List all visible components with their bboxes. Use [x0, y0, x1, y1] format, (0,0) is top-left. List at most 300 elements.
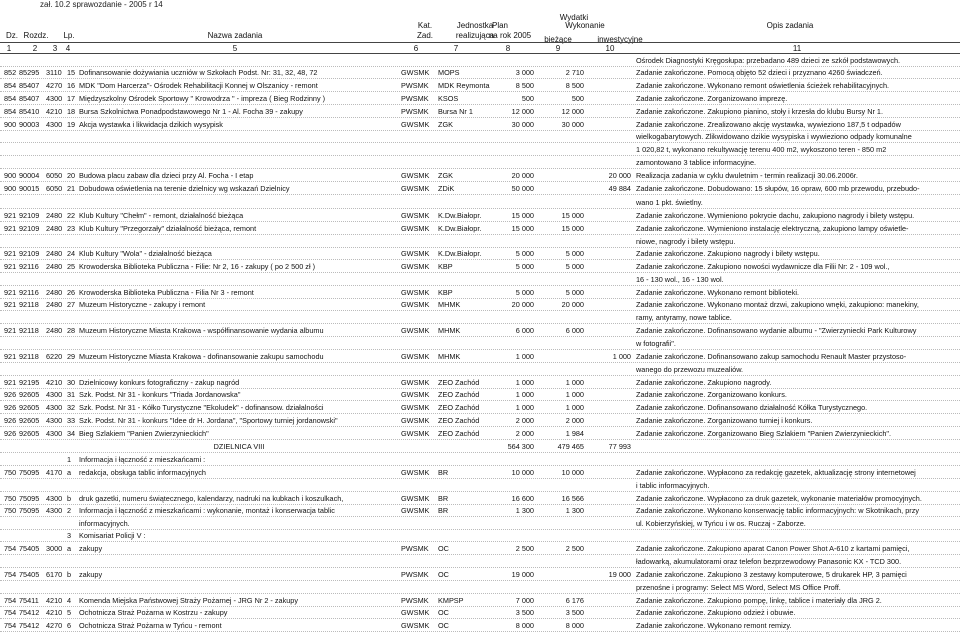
- cell-kat: 4270: [46, 621, 63, 630]
- cell-opis: wielkogabarytowych. Zlikwidowano dzikie wysypiska i wywieziono odpady komunalne: [636, 132, 912, 141]
- cell-nazwa: Szk. Podst. Nr 31 - konkurs "Triada Jordanowska": [79, 390, 241, 399]
- cell-rozdz: 92109: [19, 249, 40, 258]
- cell-kat: 2480: [46, 262, 63, 271]
- cell-jedn: BR: [438, 506, 449, 515]
- cell-dz: 754: [4, 596, 17, 605]
- cell-kat: 2480: [46, 224, 63, 233]
- cell-nazwa: Muzeum Historyczne Miasta Krakowa - dofinansowanie zakupu samochodu: [79, 352, 324, 361]
- cell-opis: zamontowano 3 tablice informacyjne.: [636, 158, 757, 167]
- cell-zad: PWSMK: [401, 94, 429, 103]
- cell-dz: 750: [4, 506, 17, 515]
- cell-jedn: BR: [438, 494, 449, 503]
- cell-plan: 5 000: [515, 249, 534, 258]
- cell-biez: 10 000: [561, 468, 584, 477]
- cell-plan: 10 000: [511, 468, 534, 477]
- cell-dz: 921: [4, 288, 17, 297]
- cell-kat: 4170: [46, 468, 63, 477]
- cell-biez: 5 000: [565, 288, 584, 297]
- cell-zad: GWSMK: [401, 224, 430, 233]
- cell-nazwa: Klub Kultury "Chełm" - remont, działalność bieżąca: [79, 211, 244, 220]
- cell-biez: 15 000: [561, 211, 584, 220]
- cell-lp: 28: [67, 326, 76, 335]
- cell-lp: 34: [67, 429, 76, 438]
- cell-dz: 754: [4, 608, 17, 617]
- cell-jedn: OC: [438, 544, 449, 553]
- cell-opis: Zadanie zakończone. Wykonano remont remizy.: [636, 621, 792, 630]
- cell-opis: Zadanie zakończone. Zakupiono nowości wydawnicze dla Filii Nr: 2 - 109 wol.,: [636, 262, 890, 271]
- header-nazwa: Nazwa zadania: [207, 31, 263, 40]
- cell-biez: 12 000: [561, 107, 584, 116]
- cell-opis: wano 1 pkt. świetlny.: [636, 198, 703, 207]
- cell-opis: Zadanie zakończone. Zorganizowano Bieg Szlakiem "Panien Zwierzynieckich".: [636, 429, 892, 438]
- cell-kat: 6050: [46, 184, 63, 193]
- cell-jedn: ZEO Zachód: [438, 429, 480, 438]
- cell-opis: 16 - 130 wol., 16 - 130 wol.: [636, 275, 724, 284]
- cell-nazwa: Międzyszkolny Ośrodek Sportowy " Krowodrza " - impreza ( Bieg Rodzinny ): [79, 94, 326, 103]
- cell-jedn: MOPS: [438, 68, 460, 77]
- cell-jedn: MHMK: [438, 326, 461, 335]
- cell-dz: 854: [4, 81, 17, 90]
- cell-biez: 5 000: [565, 262, 584, 271]
- cell-jedn: KBP: [438, 288, 453, 297]
- cell-plan: 8 500: [515, 81, 534, 90]
- cell-biez: 6 000: [565, 326, 584, 335]
- cell-plan: 1 000: [515, 352, 534, 361]
- cell-jedn: OC: [438, 621, 449, 630]
- cell-plan: 6 000: [515, 326, 534, 335]
- header-wydatki: Wydatki: [559, 13, 589, 22]
- cell-zad: GWSMK: [401, 378, 430, 387]
- cell-plan: 564 300: [507, 442, 534, 451]
- cell-plan: 5 000: [515, 288, 534, 297]
- cell-plan: 5 000: [515, 262, 534, 271]
- cell-zad: GWSMK: [401, 468, 430, 477]
- cell-biez: 15 000: [561, 224, 584, 233]
- header-dz: Dz.: [6, 31, 18, 40]
- cell-lp: 16: [67, 81, 76, 90]
- cell-nazwa: Informacja i łączność z mieszkańcami : wykonanie, montaż i konserwacja tablic: [79, 506, 335, 515]
- cell-kat: 4210: [46, 378, 63, 387]
- cell-plan: 16 600: [511, 494, 534, 503]
- cell-nazwa: zakupy: [79, 544, 103, 553]
- cell-dz: 921: [4, 378, 17, 387]
- colnum-10: 10: [605, 44, 615, 53]
- cell-lp: b: [67, 494, 72, 503]
- cell-rozdz: 92118: [19, 352, 39, 361]
- colnum-2: 2: [32, 44, 38, 53]
- cell-biez: 2 500: [565, 544, 584, 553]
- cell-jedn: ZGK: [438, 171, 453, 180]
- cell-nazwa: Informacja i łączność z mieszkańcami :: [79, 455, 206, 464]
- cell-rozdz: 90015: [19, 184, 40, 193]
- cell-inw: 77 993: [608, 442, 631, 451]
- cell-dz: 921: [4, 249, 17, 258]
- cell-biez: 5 000: [565, 249, 584, 258]
- cell-opis: Zadanie zakończone. Wykonano montaż drzwi, zakupiono wnęki, zakupiono: manekiny,: [636, 300, 919, 309]
- cell-dz: 754: [4, 621, 17, 630]
- cell-zad: GWSMK: [401, 249, 430, 258]
- cell-opis: Zadanie zakończone. Zakupiono aparat Canon Power Shot A-610 z kartami pamięci,: [636, 544, 910, 553]
- cell-nazwa: Ochotnicza Straż Pożarna w Kostrzu - zakupy: [79, 608, 228, 617]
- cell-zad: GWSMK: [401, 171, 430, 180]
- cell-lp: 24: [67, 249, 76, 258]
- cell-nazwa: Muzeum Historyczne Miasta Krakowa - współfinansowanie wydania albumu: [79, 326, 324, 335]
- cell-plan: 15 000: [511, 211, 534, 220]
- cell-biez: 6 176: [565, 596, 584, 605]
- cell-dz: 754: [4, 570, 17, 579]
- cell-opis: Zadanie zakończone. Zorganizowano imprezę.: [636, 94, 788, 103]
- colnum-6: 6: [413, 44, 419, 53]
- cell-nazwa: Klub Kultury "Przegorzały" działalność bieżąca, remont: [79, 224, 257, 233]
- cell-kat: 4210: [46, 107, 63, 116]
- cell-biez: 1 000: [565, 378, 584, 387]
- cell-nazwa: Muzeum Historyczne - zakupy i remont: [79, 300, 206, 309]
- cell-zad: GWSMK: [401, 429, 430, 438]
- cell-kat: 4300: [46, 120, 63, 129]
- cell-zad: GWSMK: [401, 262, 430, 271]
- cell-zad: GWSMK: [401, 352, 430, 361]
- cell-jedn: MDK Reymonta: [438, 81, 490, 90]
- cell-opis: przenośne i programy: Select MS Word, Select MS Office Proff.: [636, 583, 841, 592]
- cell-jedn: KSOS: [438, 94, 459, 103]
- cell-zad: GWSMK: [401, 416, 430, 425]
- cell-zad: PWSMK: [401, 544, 429, 553]
- cell-dz: 926: [4, 390, 17, 399]
- cell-rozdz: 75095: [19, 506, 40, 515]
- cell-opis: Zadanie zakończone. Zakupiono pianino, stoły i krzesła do klubu Bursy Nr 1.: [636, 107, 884, 116]
- cell-zad: GWSMK: [401, 403, 430, 412]
- header-realizujaca: realizująca: [455, 31, 495, 40]
- cell-kat: 2480: [46, 326, 63, 335]
- cell-kat: 4300: [46, 403, 63, 412]
- cell-zad: PWSMK: [401, 570, 429, 579]
- cell-opis: Zadanie zakończone. Zorganizowano konkurs.: [636, 390, 787, 399]
- cell-rozdz: 92605: [19, 390, 40, 399]
- cell-lp: 33: [67, 416, 76, 425]
- cell-lp: 3: [67, 531, 72, 540]
- cell-opis: Zadanie zakończone. Zakupiono 3 zestawy komputerowe, 5 drukarek HP, 3 pamięci: [636, 570, 907, 579]
- cell-kat: 2480: [46, 249, 63, 258]
- cell-nazwa: Szk. Podst. Nr 31 - Kółko Turystyczne "Ekoludek" - dofinansow. działalności: [79, 403, 324, 412]
- cell-zad: GWSMK: [401, 288, 430, 297]
- cell-plan: 2 500: [515, 544, 534, 553]
- colnum-9: 9: [555, 44, 561, 53]
- header-jednostka: Jednostka: [456, 21, 494, 30]
- cell-opis: Zadanie zakończone. Wykonano remont oświetlenia ścieżek rehabilitacyjnych.: [636, 81, 890, 90]
- cell-zad: GWSMK: [401, 211, 430, 220]
- cell-opis: Zadanie zakończone. Zakupiono odzież i obuwie.: [636, 608, 796, 617]
- cell-plan: 1 000: [515, 378, 534, 387]
- cell-opis: Zadanie zakończone. Zakupiono nagrody.: [636, 378, 772, 387]
- cell-plan: 12 000: [511, 107, 534, 116]
- cell-rozdz: 92118: [19, 326, 39, 335]
- cell-biez: 479 465: [557, 442, 584, 451]
- cell-dz: 921: [4, 326, 17, 335]
- cell-biez: 1 300: [565, 506, 584, 515]
- cell-lp: 32: [67, 403, 76, 412]
- cell-dz: 921: [4, 224, 17, 233]
- cell-kat: 2480: [46, 211, 63, 220]
- cell-biez: 2 000: [565, 416, 584, 425]
- cell-nazwa: Krowoderska Biblioteka Publiczna - Filia Nr 3 - remont: [79, 288, 254, 297]
- cell-nazwa: informacyjnych.: [79, 519, 130, 528]
- cell-opis: Zadanie zakończone. Wymieniono instalację elektryczną, zakupiono lampy oświetle-: [636, 224, 909, 233]
- cell-rozdz: 85407: [19, 94, 40, 103]
- cell-rozdz: 85295: [19, 68, 40, 77]
- cell-rozdz: 85410: [19, 107, 40, 116]
- cell-nazwa: Dobudowa oświetlenia na terenie dzielnicy wg wskazań Dzielnicy: [79, 184, 290, 193]
- cell-rozdz: 92605: [19, 429, 40, 438]
- cell-kat: 4210: [46, 608, 63, 617]
- cell-dz: 921: [4, 262, 17, 271]
- cell-opis: w fotografii".: [636, 339, 676, 348]
- cell-nazwa: Bieg Szlakiem "Panien Zwierzynieckich": [79, 429, 209, 438]
- cell-opis: wanego do przewozu muzealiów.: [636, 365, 744, 374]
- cell-biez: 500: [571, 94, 584, 103]
- cell-lp: 21: [67, 184, 76, 193]
- cell-rozdz: 92109: [19, 224, 40, 233]
- header-lp: Lp.: [63, 31, 75, 40]
- row-divider: [0, 194, 960, 195]
- cell-inw: 19 000: [608, 570, 631, 579]
- cell-lp: b: [67, 570, 72, 579]
- cell-lp: 4: [67, 596, 72, 605]
- cell-plan: 2 000: [515, 429, 534, 438]
- cell-jedn: ZEO Zachód: [438, 416, 480, 425]
- cell-opis: Zadanie zakończone. Wypłacono za druk gazetek, wykonanie materiałów promocyjnych.: [636, 494, 922, 503]
- cell-dz: 900: [4, 171, 17, 180]
- cell-plan: 500: [521, 94, 534, 103]
- cell-nazwa: redakcja, obsługa tablic informacyjnych: [79, 468, 206, 477]
- cell-lp: 6: [67, 621, 72, 630]
- cell-plan: 8 000: [515, 621, 534, 630]
- cell-dz: 921: [4, 300, 17, 309]
- cell-zad: GWSMK: [401, 326, 430, 335]
- cell-rozdz: 92109: [19, 211, 40, 220]
- cell-lp: 30: [67, 378, 76, 387]
- cell-jedn: ZEO Zachód: [438, 403, 480, 412]
- header-opis: Opis zadania: [766, 21, 814, 30]
- cell-zad: GWSMK: [401, 494, 430, 503]
- cell-nazwa: Dzielnicowy konkurs fotograficzny - zakup nagród: [79, 378, 240, 387]
- cell-dz: 921: [4, 352, 17, 361]
- cell-jedn: K.Dw.Białopr.: [438, 211, 482, 220]
- cell-rozdz: 75095: [19, 468, 40, 477]
- cell-opis: ramy, antyramy, nowe tablice.: [636, 313, 732, 322]
- cell-dz: 921: [4, 211, 17, 220]
- cell-dz: 854: [4, 94, 17, 103]
- cell-jedn: OC: [438, 608, 449, 617]
- cell-opis: Zadanie zakończone. Pomocą objęto 52 dzieci i przyznano 4260 świadczeń.: [636, 68, 883, 77]
- cell-kat: 6220: [46, 352, 63, 361]
- cell-nazwa: Szk. Podst. Nr 31 - konkurs "Idee dr H. Jordana", "Sportowy turniej jordanowski": [79, 416, 338, 425]
- cell-kat: 4300: [46, 390, 63, 399]
- header-plan: Plan: [491, 21, 508, 30]
- cell-opis: 1 020,82 t, wykonano rekultywację terenu 400 m2, wykoszono teren - 850 m2: [636, 145, 887, 154]
- cell-opis: Zadanie zakończone. Wykonano remont biblioteki.: [636, 288, 799, 297]
- cell-lp: 2: [67, 506, 72, 515]
- cell-kat: 4300: [46, 94, 63, 103]
- cell-plan: 50 000: [511, 184, 534, 193]
- cell-biez: 30 000: [561, 120, 584, 129]
- cell-rozdz: 75405: [19, 544, 40, 553]
- cell-opis: Ośrodek Diagnostyki Kręgosłupa: przebadano 489 dzieci ze szkół podstawowych.: [636, 56, 901, 65]
- colnum-3: 3: [52, 44, 58, 53]
- cell-rozdz: 92605: [19, 416, 40, 425]
- page-title: zał. 10.2 sprawozdanie - 2005 r 14: [40, 0, 163, 9]
- cell-rozdz: 75095: [19, 494, 40, 503]
- cell-dz: 900: [4, 120, 17, 129]
- cell-nazwa: DZIELNICA VIII: [213, 442, 265, 451]
- cell-jedn: Bursa Nr 1: [438, 107, 473, 116]
- cell-zad: PWSMK: [401, 596, 429, 605]
- cell-rozdz: 92605: [19, 403, 40, 412]
- cell-zad: GWSMK: [401, 506, 430, 515]
- cell-zad: GWSMK: [401, 608, 430, 617]
- cell-zad: GWSMK: [401, 120, 430, 129]
- header-wykonanie: Wykonanie: [565, 21, 605, 30]
- cell-inw: 1 000: [612, 352, 631, 361]
- cell-plan: 30 000: [511, 120, 534, 129]
- cell-opis: Zadanie zakończone. Dofinansowano zakup samochodu Renault Master przystoso-: [636, 352, 907, 361]
- cell-nazwa: Akcja wystawka i likwidacja dzikich wysypisk: [79, 120, 223, 129]
- cell-lp: 5: [67, 608, 72, 617]
- cell-dz: 750: [4, 494, 17, 503]
- cell-lp: 20: [67, 171, 76, 180]
- cell-biez: 1 984: [565, 429, 584, 438]
- cell-biez: 1 000: [565, 390, 584, 399]
- cell-opis: Zadanie zakończone. Wymieniono pokrycie dachu, zakupiono nagrody i bilety wstępu.: [636, 211, 915, 220]
- cell-opis: i tablic informacyjnych.: [636, 481, 710, 490]
- cell-rozdz: 75405: [19, 570, 40, 579]
- header-biezace: bieżące: [544, 35, 572, 44]
- cell-lp: 18: [67, 107, 76, 116]
- cell-plan: 3 000: [515, 68, 534, 77]
- cell-zad: GWSMK: [401, 68, 430, 77]
- cell-kat: 4270: [46, 81, 63, 90]
- cell-opis: Zadanie zakończone. Dofinansowano wydanie albumu - "Zwierzyniecki Park Kulturowy: [636, 326, 917, 335]
- cell-opis: Zadanie zakończone. Dobudowano: 15 słupów, 16 opraw, 600 mb przewodu, przebudo-: [636, 184, 920, 193]
- cell-rozdz: 90003: [19, 120, 40, 129]
- cell-lp: 25: [67, 262, 76, 271]
- cell-biez: 3 500: [565, 608, 584, 617]
- cell-biez: 20 000: [561, 300, 584, 309]
- cell-opis: ul. Kobierzyńskiej, w Tyńcu i w os. Ruczaj - Zaborze.: [636, 519, 806, 528]
- cell-lp: 26: [67, 288, 76, 297]
- cell-kat: 4300: [46, 416, 63, 425]
- cell-kat: 3110: [46, 68, 62, 77]
- cell-opis: Zadanie zakończone. Dofinansowano działalność Kółka Turystycznego.: [636, 403, 868, 412]
- cell-kat: 6050: [46, 171, 63, 180]
- cell-jedn: ZEO Zachód: [438, 378, 480, 387]
- cell-zad: PWSMK: [401, 81, 429, 90]
- cell-lp: 27: [67, 300, 76, 309]
- cell-plan: 3 500: [515, 608, 534, 617]
- cell-dz: 754: [4, 544, 17, 553]
- cell-zad: GWSMK: [401, 621, 430, 630]
- cell-lp: 1: [67, 455, 72, 464]
- cell-lp: 23: [67, 224, 76, 233]
- cell-plan: 1 300: [515, 506, 534, 515]
- cell-opis: Zadanie zakończone. Zakupiono pompę, linkę, tablice i materiały dla JRG 2.: [636, 596, 882, 605]
- header-rozdz: Rozdz.: [23, 31, 49, 40]
- cell-jedn: ZDiK: [438, 184, 455, 193]
- cell-kat: 4300: [46, 506, 63, 515]
- cell-lp: a: [67, 544, 72, 553]
- cell-lp: 22: [67, 211, 76, 220]
- cell-jedn: MHMK: [438, 352, 461, 361]
- cell-opis: Zadanie zakończone. Zrealizowano akcję wystawka, wywieziono 187,5 t odpadów: [636, 120, 901, 129]
- cell-rozdz: 92195: [19, 378, 40, 387]
- cell-rozdz: 92118: [19, 300, 39, 309]
- cell-rozdz: 92116: [19, 262, 39, 271]
- header-kat: Kat.: [417, 21, 433, 30]
- cell-kat: 4300: [46, 429, 63, 438]
- cell-nazwa: Komenda Miejska Państwowej Straży Pożarnej - JRG Nr 2 - zakupy: [79, 596, 298, 605]
- cell-opis: Zadanie zakończone. Wypłacono za redakcję gazetek, aktualizację strony internetowej: [636, 468, 916, 477]
- cell-opis: ładowarką, akumulatorami oraz telefon bezprzewodowy Panasonic KX - TCD 300.: [636, 557, 902, 566]
- colnum-8: 8: [505, 44, 511, 53]
- cell-jedn: K.Dw.Białopr.: [438, 249, 482, 258]
- cell-jedn: KMPSP: [438, 596, 464, 605]
- cell-dz: 926: [4, 403, 17, 412]
- cell-rozdz: 90004: [19, 171, 40, 180]
- cell-inw: 20 000: [608, 171, 631, 180]
- cell-dz: 926: [4, 416, 17, 425]
- cell-jedn: ZGK: [438, 120, 453, 129]
- cell-opis: Realizacja zadania w cyklu dwuletnim - termin realizacji 30.06.2006r.: [636, 171, 858, 180]
- cell-rozdz: 75412: [19, 608, 40, 617]
- colnum-11: 11: [792, 44, 802, 53]
- header-inwestycyjne: inwestycyjne: [597, 35, 643, 44]
- cell-rozdz: 75412: [19, 621, 40, 630]
- cell-opis: niowe, nagrody i bilety wstępu.: [636, 237, 736, 246]
- cell-biez: 8 500: [565, 81, 584, 90]
- cell-rozdz: 92116: [19, 288, 39, 297]
- colnum-1: 1: [6, 44, 12, 53]
- cell-jedn: KBP: [438, 262, 453, 271]
- cell-dz: 900: [4, 184, 17, 193]
- cell-inw: 49 884: [608, 184, 631, 193]
- cell-opis: Zadanie zakończone. Zorganizowano turniej i konkurs.: [636, 416, 813, 425]
- cell-kat: 3000: [46, 544, 63, 553]
- cell-kat: 4300: [46, 494, 63, 503]
- cell-kat: 6170: [46, 570, 63, 579]
- cell-biez: 1 000: [565, 403, 584, 412]
- cell-dz: 750: [4, 468, 17, 477]
- cell-jedn: BR: [438, 468, 449, 477]
- cell-zad: PWSMK: [401, 107, 429, 116]
- cell-nazwa: Komisariat Policji V :: [79, 531, 146, 540]
- cell-lp: 15: [67, 68, 76, 77]
- cell-biez: 8 000: [565, 621, 584, 630]
- cell-lp: 29: [67, 352, 76, 361]
- cell-nazwa: MDK "Dom Harcerza"- Ośrodek Rehabilitacji Konnej w Olszanicy - remont: [79, 81, 318, 90]
- cell-biez: 16 566: [561, 494, 584, 503]
- cell-plan: 1 000: [515, 390, 534, 399]
- cell-plan: 15 000: [511, 224, 534, 233]
- colnum-5: 5: [232, 44, 238, 53]
- cell-dz: 854: [4, 107, 17, 116]
- cell-lp: 19: [67, 120, 76, 129]
- cell-rozdz: 75411: [19, 596, 39, 605]
- cell-jedn: OC: [438, 570, 449, 579]
- cell-zad: GWSMK: [401, 184, 430, 193]
- cell-lp: a: [67, 468, 72, 477]
- cell-zad: GWSMK: [401, 300, 430, 309]
- cell-nazwa: Dofinansowanie dożywiania uczniów w Szkołach Podst. Nr: 31, 32, 48, 72: [79, 68, 318, 77]
- cell-nazwa: zakupy: [79, 570, 103, 579]
